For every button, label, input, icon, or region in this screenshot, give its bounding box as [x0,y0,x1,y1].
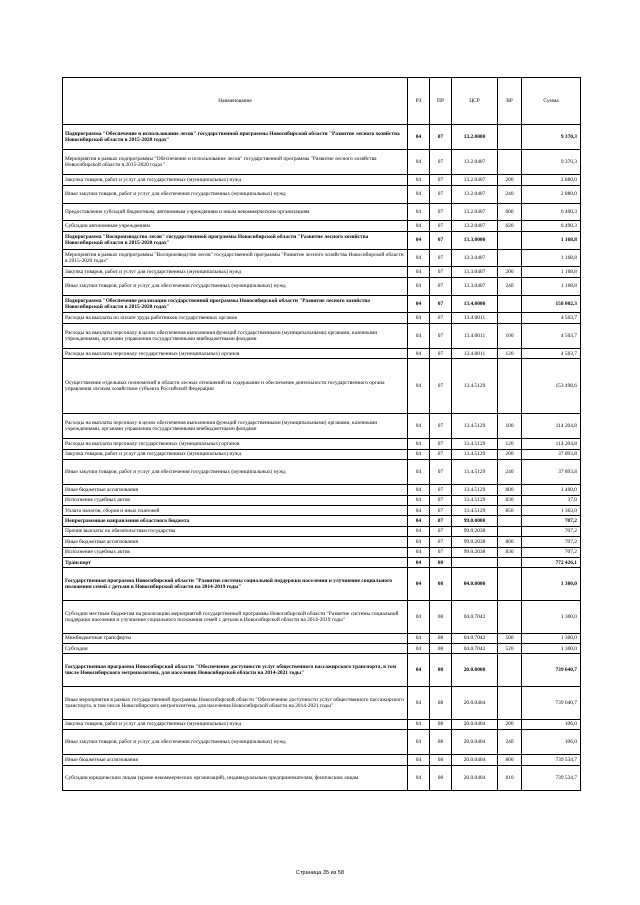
cell-csr: 13.4.0000 [452,295,498,313]
cell-vr: 800 [498,485,522,495]
table-row [63,249,581,267]
cell-pr: 07 [430,221,452,231]
header-name: Наименование [63,78,408,125]
cell-vr [498,568,522,601]
cell-pr: 07 [430,449,452,459]
cell-sum: 9 370,3 [522,150,581,175]
cell-csr: 20.0.0000 [452,654,498,687]
cell-name: Иные закупки товаров, работ и услуг для обеспечения государственных (муниципальных) нужд [63,729,408,754]
table-row [63,460,581,485]
cell-rz: 04 [408,495,430,505]
cell-pr: 07 [430,295,452,313]
cell-sum: 37 893,8 [522,449,581,459]
table-row [63,359,581,414]
cell-name: Субсидии юридическим лицам (кроме некоммерческих организаций), индивидуальным предпринимателям, физическим лицам [63,765,408,790]
header-sum: Сумма [522,78,581,125]
cell-pr: 07 [430,485,452,495]
cell-rz: 04 [408,295,430,313]
cell-sum: 1 168,8 [522,267,581,277]
table-row [63,654,581,687]
cell-name: Иные бюджетные ассигнования [63,485,408,495]
cell-name: Уплата налогов, сборов и иных платежей [63,506,408,516]
table-row [63,313,581,323]
table-row [63,277,581,295]
cell-vr: 830 [498,495,522,505]
cell-vr [498,600,522,633]
cell-rz: 04 [408,439,430,449]
cell-sum: 106,0 [522,719,581,729]
cell-vr: 620 [498,221,522,231]
table-body [63,125,581,791]
table-row [63,526,581,536]
cell-vr: 830 [498,547,522,557]
cell-csr: 04.0.7042 [452,600,498,633]
cell-vr: 120 [498,348,522,358]
cell-rz: 04 [408,359,430,414]
cell-csr: 04.0.7042 [452,643,498,653]
cell-csr: 13.4.5129 [452,460,498,485]
cell-name: Подпрограмма "Обеспечение реализации государственной программы Новосибирской области "Развитие лесного хозяйства Новосибирской области в 2015-2020 годах" [63,295,408,313]
cell-csr: 20.0.0404 [452,686,498,719]
cell-name: Иные закупки товаров, работ и услуг для обеспечения государственных (муниципальных) нужд [63,277,408,295]
cell-sum: 739 640,7 [522,654,581,687]
cell-pr: 07 [430,150,452,175]
cell-vr [498,654,522,687]
cell-csr: 13.2.0407 [452,150,498,175]
table-row [63,755,581,765]
cell-sum: 1 300,0 [522,600,581,633]
table-row [63,449,581,459]
cell-rz: 04 [408,654,430,687]
cell-name: Расходы на выплаты персоналу в целях обеспечения выполнения функций государственными (муниципальными) органами, казенными учреждениями, органами управления государственными внебюджетными фондами [63,414,408,439]
cell-csr: 20.0.0404 [452,765,498,790]
header-csr: ЦСР [452,78,498,125]
table-row [63,185,581,203]
cell-rz: 04 [408,185,430,203]
cell-sum: 6 490,3 [522,221,581,231]
cell-csr: 13.4.0011 [452,323,498,348]
table-row [63,323,581,348]
cell-vr: 500 [498,633,522,643]
cell-csr: 13.2.0407 [452,203,498,221]
cell-pr: 08 [430,600,452,633]
table-row [63,203,581,221]
cell-sum: 158 002,3 [522,295,581,313]
cell-rz: 04 [408,313,430,323]
cell-name: Закупка товаров, работ и услуг для государственных (муниципальных) нужд [63,175,408,185]
cell-sum: 1 363,0 [522,506,581,516]
cell-name: Закупка товаров, работ и услуг для государственных (муниципальных) нужд [63,267,408,277]
table-row [63,495,581,505]
cell-csr: 13.4.5129 [452,506,498,516]
cell-sum: 739 640,7 [522,686,581,719]
cell-rz: 04 [408,506,430,516]
cell-pr: 08 [430,686,452,719]
cell-rz: 04 [408,547,430,557]
cell-sum: 739 534,7 [522,765,581,790]
cell-rz: 04 [408,460,430,485]
cell-csr: 13.4.0011 [452,348,498,358]
cell-vr [498,150,522,175]
cell-csr: 04.0.0000 [452,568,498,601]
cell-pr: 08 [430,633,452,643]
cell-sum: 4 503,7 [522,348,581,358]
cell-sum: 707,2 [522,516,581,526]
cell-rz: 04 [408,643,430,653]
cell-sum: 153 498,6 [522,359,581,414]
cell-sum: 1 168,8 [522,249,581,267]
cell-rz: 04 [408,729,430,754]
cell-sum: 114 204,8 [522,414,581,439]
table-row [63,175,581,185]
cell-sum: 1 400,0 [522,485,581,495]
cell-name: Подпрограмма "Обеспечение и использование лесов" государственной программы Новосибирской области "Развитие лесного хозяйства Новосибирской области в 2015-2020 годах" [63,125,408,150]
table-row [63,221,581,231]
cell-pr: 07 [430,537,452,547]
cell-vr [498,125,522,150]
cell-name: Прочие выплаты по обязательствам государства [63,526,408,536]
cell-vr: 810 [498,765,522,790]
cell-sum: 707,2 [522,526,581,536]
cell-rz: 04 [408,516,430,526]
page-number: Страница 35 из 58 [295,870,345,876]
cell-csr: 13.4.5129 [452,485,498,495]
cell-sum: 772 426,1 [522,557,581,567]
cell-pr: 07 [430,323,452,348]
cell-vr: 800 [498,537,522,547]
cell-csr: 13.2.0407 [452,221,498,231]
cell-name: Иные бюджетные ассигнования [63,755,408,765]
cell-rz: 04 [408,348,430,358]
cell-name: Мероприятия в рамках подпрограммы "Обеспечение и использование лесов" государственной программы "Развитие лесного хозяйства Новосибирской области в 2015-2020 годах" [63,150,408,175]
cell-pr: 07 [430,185,452,203]
table-row [63,765,581,790]
cell-rz: 04 [408,557,430,567]
cell-sum: 1 168,8 [522,231,581,249]
cell-pr: 08 [430,643,452,653]
cell-csr: 04.0.7042 [452,633,498,643]
table-row [63,439,581,449]
cell-rz: 04 [408,277,430,295]
cell-pr: 07 [430,203,452,221]
cell-vr: 120 [498,439,522,449]
cell-vr: 200 [498,175,522,185]
cell-vr: 240 [498,185,522,203]
cell-csr: 20.0.0404 [452,719,498,729]
cell-pr: 07 [430,460,452,485]
table-row [63,485,581,495]
cell-csr: 13.3.0000 [452,231,498,249]
cell-pr: 08 [430,654,452,687]
cell-name: Осуществление отдельных полномочий в области лесных отношений на содержание и обеспечение деятельности государственного органа управления лесным хозяйством субъекта Российской Федерации [63,359,408,414]
cell-name: Иные закупки товаров, работ и услуг для обеспечения государственных (муниципальных) нужд [63,185,408,203]
cell-pr: 07 [430,313,452,323]
cell-vr: 240 [498,729,522,754]
cell-sum: 9 370,3 [522,125,581,150]
cell-name: Расходы на выплаты персоналу в целях обеспечения выполнения функций государственными (муниципальными) органами, казенными учреждениями, органами управления государственными внебюджетными фондами [63,323,408,348]
cell-vr [498,231,522,249]
table-row [63,537,581,547]
cell-pr: 07 [430,439,452,449]
cell-name: Иные бюджетные ассигнования [63,537,408,547]
cell-name: Расходы на выплаты персоналу государственных (муниципальных) органов [63,439,408,449]
table-row [63,600,581,633]
cell-csr: 13.2.0407 [452,185,498,203]
cell-sum: 6 490,3 [522,203,581,221]
cell-csr: 20.0.0404 [452,755,498,765]
cell-name: Иные мероприятия в рамках государственной программы Новосибирской области "Обеспечение доступности услуг общественного пассажирского транспорта, в том числе Новосибирского метрополитена, для населения Новосибирской области на 2014-2021 годы" [63,686,408,719]
cell-rz: 04 [408,323,430,348]
cell-name: Исполнение судебных актов [63,547,408,557]
cell-rz: 04 [408,221,430,231]
cell-sum: 4 503,7 [522,323,581,348]
cell-vr: 200 [498,719,522,729]
cell-vr [498,526,522,536]
cell-pr: 08 [430,719,452,729]
header-rz: РЗ [408,78,430,125]
cell-rz: 04 [408,600,430,633]
cell-vr [498,557,522,567]
cell-vr: 100 [498,323,522,348]
cell-rz: 04 [408,449,430,459]
cell-vr: 200 [498,267,522,277]
cell-rz: 04 [408,150,430,175]
cell-rz: 04 [408,765,430,790]
table-row [63,633,581,643]
cell-name: Расходы на выплаты по оплате труда работников государственных органов [63,313,408,323]
cell-sum: 1 300,0 [522,568,581,601]
table-row [63,686,581,719]
cell-sum: 114 204,8 [522,439,581,449]
cell-pr: 07 [430,526,452,536]
table-row [63,267,581,277]
cell-pr: 08 [430,568,452,601]
cell-name: Транспорт [63,557,408,567]
cell-sum: 106,0 [522,729,581,754]
cell-pr: 07 [430,414,452,439]
cell-pr: 07 [430,175,452,185]
cell-name: Субсидии [63,643,408,653]
cell-name: Межбюджетные трансферты [63,633,408,643]
cell-pr: 08 [430,755,452,765]
table-row [63,348,581,358]
cell-sum: 739 534,7 [522,755,581,765]
cell-vr: 800 [498,755,522,765]
cell-name: Предоставление субсидий бюджетным, автономным учреждениям и иным некоммерческим организациям [63,203,408,221]
header-pr: ПР [430,78,452,125]
table-row [63,295,581,313]
cell-pr: 07 [430,348,452,358]
cell-vr [498,295,522,313]
table-row [63,547,581,557]
cell-rz: 04 [408,719,430,729]
cell-name: Расходы на выплаты персоналу государственных (муниципальных) органов [63,348,408,358]
cell-sum: 1 168,8 [522,277,581,295]
budget-table [62,77,581,791]
cell-rz: 04 [408,633,430,643]
cell-rz: 04 [408,485,430,495]
cell-pr: 08 [430,765,452,790]
cell-csr: 13.3.0407 [452,249,498,267]
cell-csr: 13.3.0407 [452,277,498,295]
cell-vr: 850 [498,506,522,516]
cell-vr: 200 [498,449,522,459]
cell-csr: 13.4.5129 [452,414,498,439]
cell-name: Закупка товаров, работ и услуг для государственных (муниципальных) нужд [63,719,408,729]
cell-rz: 04 [408,755,430,765]
cell-csr: 13.4.0011 [452,313,498,323]
cell-vr [498,313,522,323]
table-row [63,231,581,249]
cell-rz: 04 [408,249,430,267]
cell-vr [498,686,522,719]
cell-rz: 04 [408,414,430,439]
table-row [63,516,581,526]
cell-vr [498,249,522,267]
cell-csr: 13.4.5129 [452,439,498,449]
table-row [63,414,581,439]
table-row [63,125,581,150]
cell-csr: 99.0.2038 [452,537,498,547]
cell-csr: 13.3.0407 [452,267,498,277]
cell-name: Исполнение судебных актов [63,495,408,505]
cell-sum: 2 880,0 [522,185,581,203]
cell-csr: 13.2.0407 [452,175,498,185]
cell-rz: 04 [408,267,430,277]
cell-name: Государственная программа Новосибирской области "Развитие системы социальной поддержки населения и улучшение социального положения семей с детьми в Новосибирской области на 2014-2019 годы" [63,568,408,601]
cell-pr: 07 [430,125,452,150]
cell-csr: 20.0.0404 [452,729,498,754]
cell-rz: 04 [408,125,430,150]
cell-pr: 07 [430,495,452,505]
cell-pr: 07 [430,231,452,249]
table-row [63,150,581,175]
cell-sum: 1 300,0 [522,633,581,643]
cell-vr: 100 [498,414,522,439]
cell-rz: 04 [408,175,430,185]
cell-vr [498,516,522,526]
cell-vr: 520 [498,643,522,653]
cell-csr: 13.4.5129 [452,495,498,505]
cell-name: Подпрограмма "Воспроизводство лесов" государственной программы Новосибирской области "Развитие лесного хозяйства Новосибирской области в 2015-2020 годах" [63,231,408,249]
cell-rz: 04 [408,568,430,601]
cell-csr: 99.0.2038 [452,526,498,536]
cell-sum: 1 300,0 [522,643,581,653]
cell-vr: 240 [498,460,522,485]
cell-csr: 99.0.0000 [452,516,498,526]
table-row [63,643,581,653]
cell-rz: 04 [408,203,430,221]
cell-csr [452,557,498,567]
cell-pr: 08 [430,557,452,567]
cell-name: Субсидии автономным учреждениям [63,221,408,231]
cell-pr: 07 [430,547,452,557]
cell-vr: 240 [498,277,522,295]
table-row [63,729,581,754]
header-vr: ВР [498,78,522,125]
cell-pr: 08 [430,729,452,754]
cell-name: Закупка товаров, работ и услуг для государственных (муниципальных) нужд [63,449,408,459]
cell-name: Государственная программа Новосибирской области "Обеспечение доступности услуг общественного пассажирского транспорта, в том числе Новосибирского метрополитена, для населения Новосибирской области на 2014-2021 годы" [63,654,408,687]
cell-name: Мероприятия в рамках подпрограммы "Воспроизводство лесов" государственной программы "Развитие лесного хозяйства Новосибирской области в 2015-2020 годах" [63,249,408,267]
cell-sum: 4 503,7 [522,313,581,323]
cell-pr: 07 [430,277,452,295]
cell-csr: 99.0.2038 [452,547,498,557]
cell-pr: 07 [430,267,452,277]
table-row [63,557,581,567]
cell-sum: 707,2 [522,547,581,557]
cell-name: Непрограммные направления областного бюджета [63,516,408,526]
cell-vr: 600 [498,203,522,221]
cell-csr: 13.4.5129 [452,359,498,414]
cell-pr: 07 [430,249,452,267]
table-header-row [63,78,581,125]
cell-rz: 04 [408,537,430,547]
cell-sum: 707,2 [522,537,581,547]
cell-name: Субсидии местным бюджетам на реализацию мероприятий государственной программы Новосибирской области "Развитие системы социальной поддержки населения и улучшение социального положения семей с детьми в Новосибирской области на 2014-2019 годы" [63,600,408,633]
cell-sum: 2 880,0 [522,175,581,185]
cell-pr: 07 [430,516,452,526]
cell-csr: 13.2.0000 [452,125,498,150]
cell-pr: 07 [430,359,452,414]
table-row [63,506,581,516]
cell-rz: 04 [408,526,430,536]
cell-name: Иные закупки товаров, работ и услуг для обеспечения государственных (муниципальных) нужд [63,460,408,485]
cell-csr: 13.4.5129 [452,449,498,459]
cell-sum: 37 893,8 [522,460,581,485]
cell-rz: 04 [408,231,430,249]
cell-vr [498,359,522,414]
table-row [63,568,581,601]
cell-pr: 07 [430,506,452,516]
table-row [63,719,581,729]
cell-rz: 04 [408,686,430,719]
cell-sum: 37,0 [522,495,581,505]
